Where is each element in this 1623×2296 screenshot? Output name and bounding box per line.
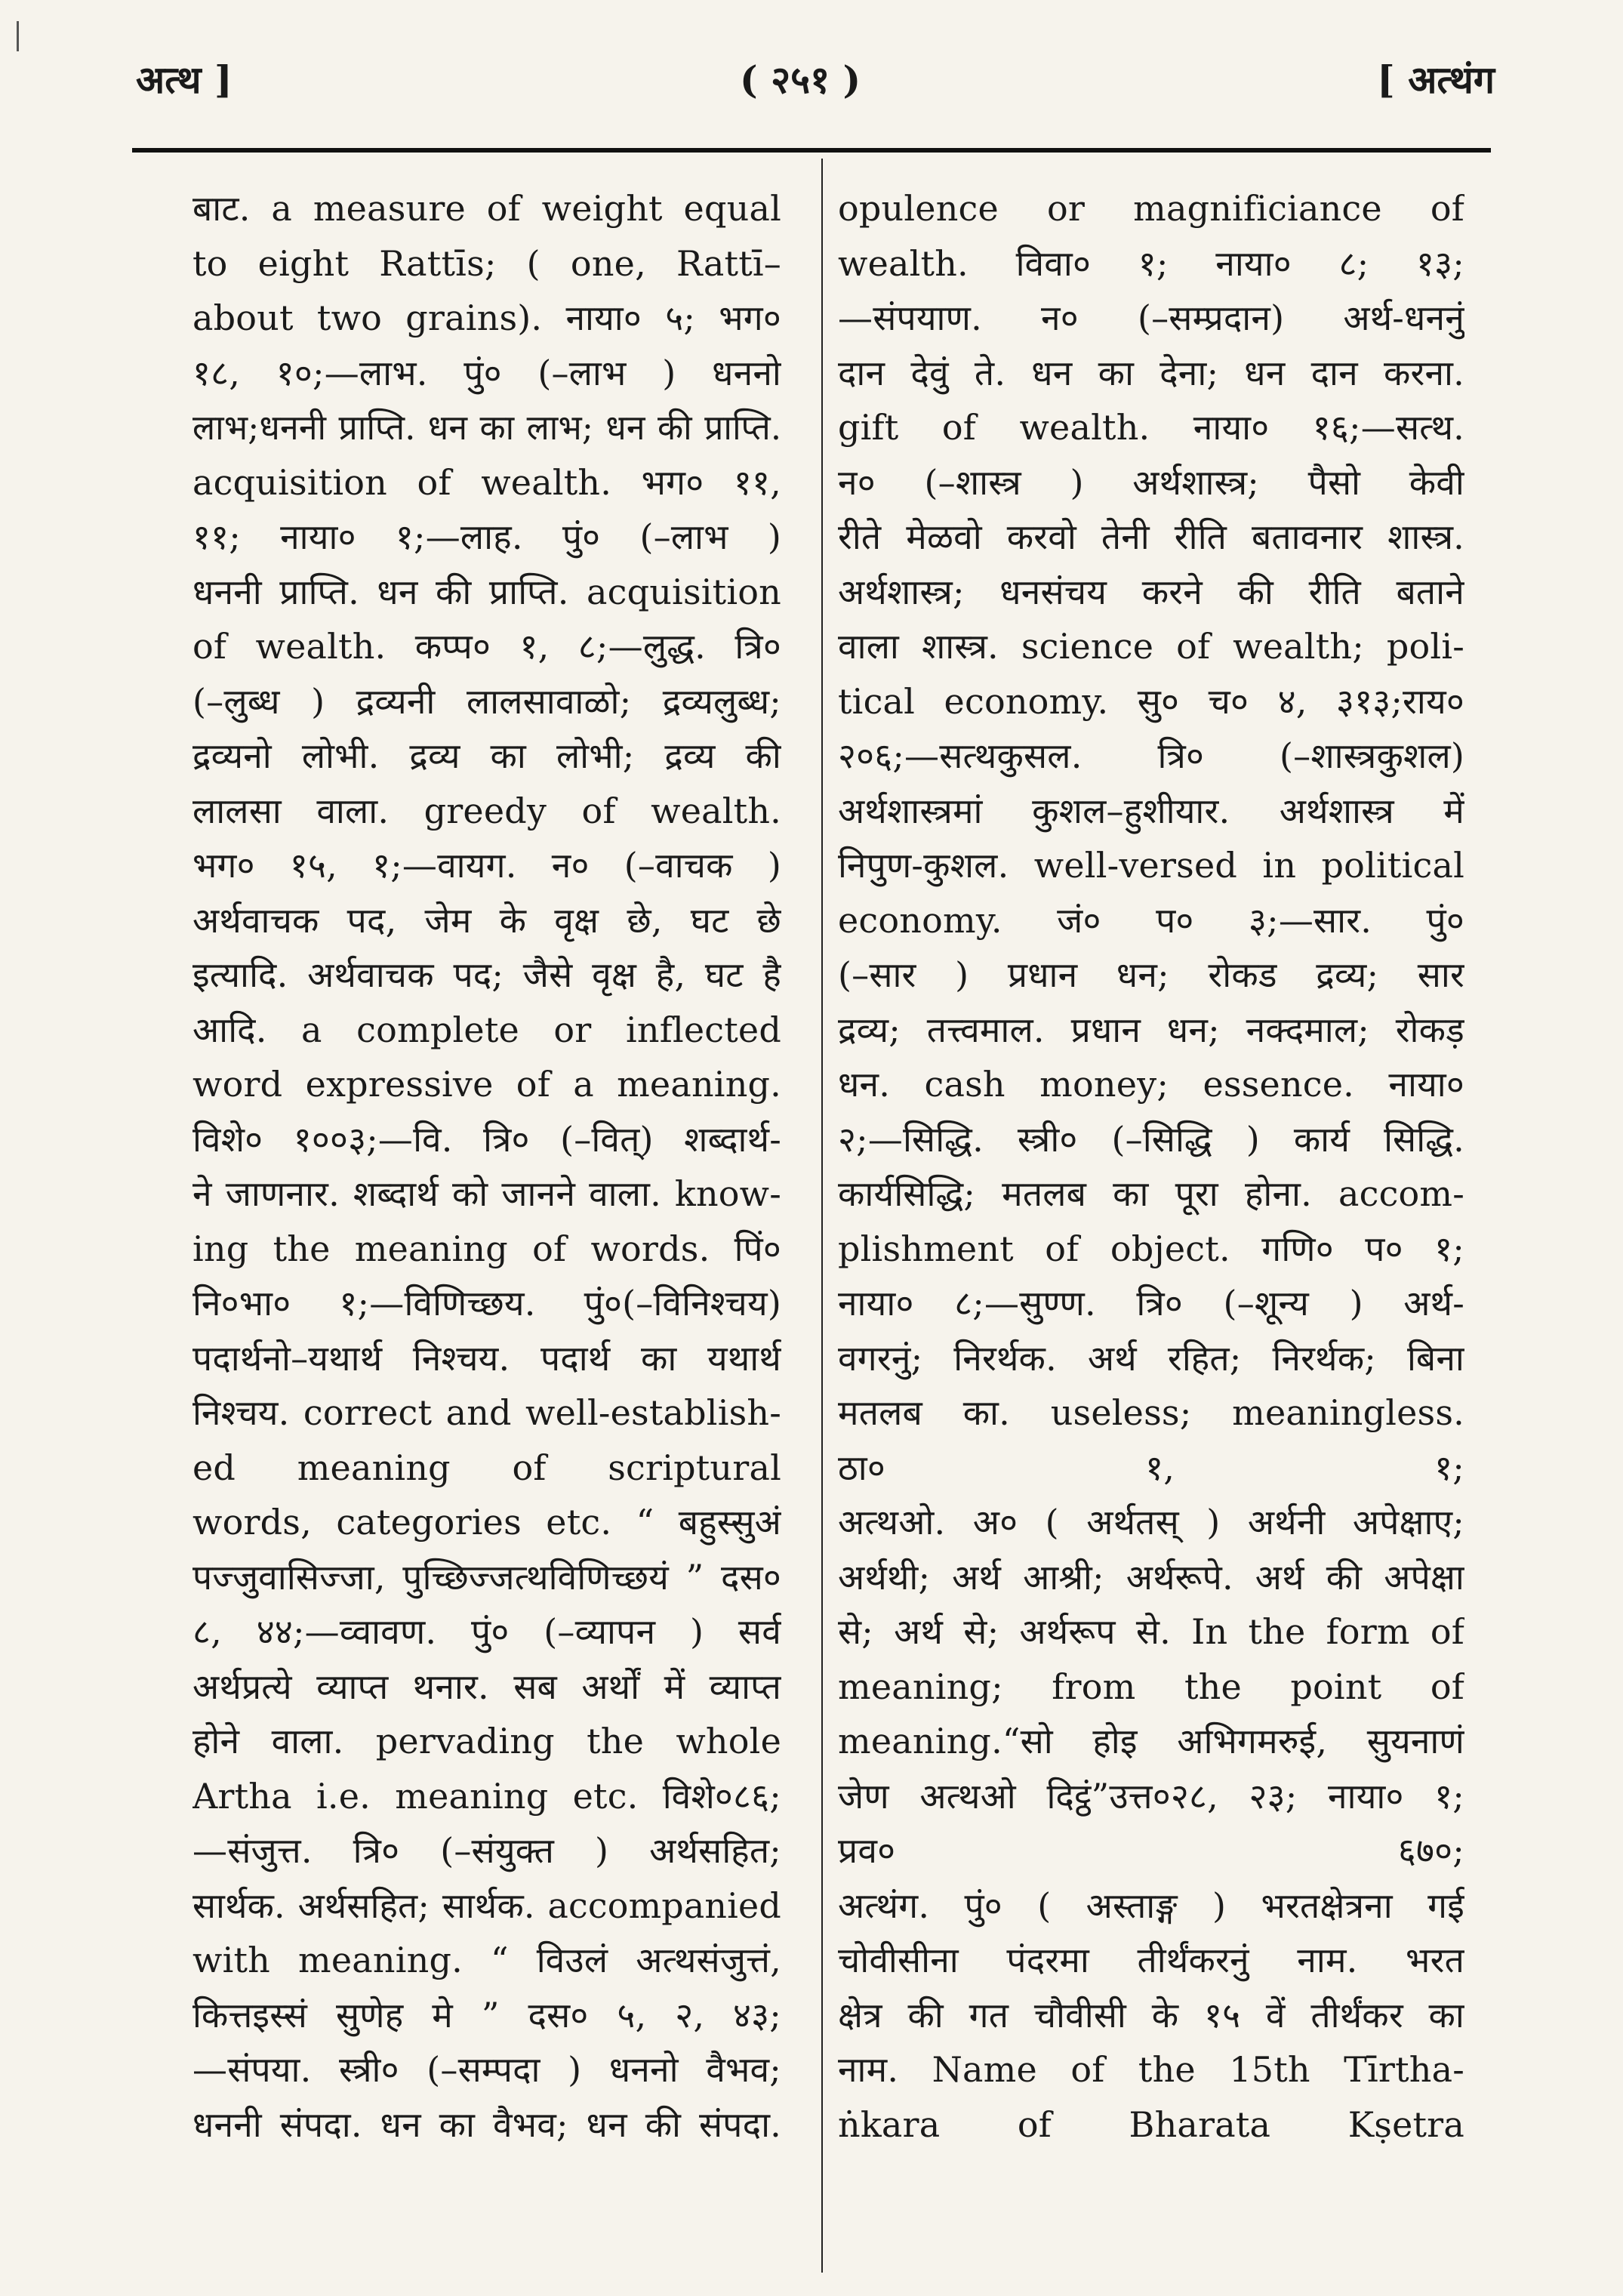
text-line: से; अर्थ से; अर्थरूप से. In the form of	[838, 1611, 1464, 1652]
text-line: (–सार ) प्रधान धन; रोकड द्रव्य; सार	[838, 954, 1464, 995]
text-line: द्रव्यनो लोभी. द्रव्य का लोभी; द्रव्य की	[192, 735, 781, 776]
text-line: नाया० ८;—सुण्ण. त्रि० (–शून्य ) अर्थ-	[838, 1283, 1464, 1324]
text-line: न० (–शास्त्र ) अर्थशास्त्र; पैसो केवी	[838, 461, 1464, 503]
text-line: —संपयाण. न० (–सम्प्रदान) अर्थ-धननुं	[838, 297, 1464, 338]
header-left-guide-word: अत्थ ]	[136, 57, 233, 102]
text-line: tical economy. सु० च० ४, ३१३;राय०	[838, 680, 1464, 722]
text-line: ठा० १, १;	[838, 1447, 1464, 1488]
text-line: वगरनुं; निरर्थक. अर्थ रहित; निरर्थक; बिना	[838, 1337, 1464, 1379]
text-line: अर्थथी; अर्थ आश्री; अर्थरूपे. अर्थ की अपेक्षा	[838, 1556, 1464, 1598]
text-line: ११; नाया० १;—लाह. पुं० (–लाभ )	[192, 516, 781, 557]
text-line: Artha i.e. meaning etc. विशे०८६;	[192, 1775, 781, 1817]
text-line: ८, ४४;—व्वावण. पुं० (–व्यापन ) सर्व	[192, 1611, 781, 1652]
text-line: इत्यादि. अर्थवाचक पद; जैसे वृक्ष है, घट है	[192, 954, 781, 995]
text-line: —संपया. स्त्री० (–सम्पदा ) धननो वैभव;	[192, 2049, 781, 2090]
text-line: wealth. विवा० १; नाया० ८; १३;	[838, 242, 1464, 284]
text-line: ed meaning of scriptural	[192, 1447, 781, 1488]
text-line: नि०भा० १;—विणिच्छय. पुं०(–विनिश्चय)	[192, 1283, 781, 1324]
text-line: meaning; from the point of	[838, 1666, 1464, 1707]
text-line: रीते मेळवो करवो तेनी रीति बतावनार शास्त्र.	[838, 516, 1464, 557]
text-line: धन. cash money; essence. नाया०	[838, 1064, 1464, 1105]
text-line: अर्थशास्त्र; धनसंचय करने की रीति बताने	[838, 571, 1464, 612]
text-line: दान देवुं ते. धन का देना; धन दान करना.	[838, 352, 1464, 393]
text-line: (–लुब्ध ) द्रव्यनी लालसावाळो; द्रव्यलुब्ध;	[192, 680, 781, 722]
text-line: acquisition of wealth. भग० ११,	[192, 461, 781, 503]
text-line: अर्थवाचक पद, जेम के वृक्ष छे, घट छे	[192, 899, 781, 941]
text-line: ने जाणनार. शब्दार्थ को जानने वाला. know-	[192, 1173, 781, 1214]
text-line: सार्थक. अर्थसहित; सार्थक. accompanied	[192, 1885, 781, 1926]
text-line: आदि. a complete or inflected	[192, 1009, 781, 1050]
text-line: विशे० १००३;—वि. त्रि० (–वित्) शब्दार्थ-	[192, 1118, 781, 1160]
text-line: भग० १५, १;—वायग. न० (–वाचक )	[192, 845, 781, 886]
text-line: बाट. a measure of weight equal	[192, 188, 781, 229]
text-line: २०६;—सत्थकुसल. त्रि० (–शास्त्रकुशल)	[838, 735, 1464, 776]
text-line: to eight Rattīs; ( one, Rattī–	[192, 242, 781, 284]
text-line: ṅkara of Bharata Kṣetra	[838, 2103, 1464, 2145]
text-line: मतलब का. useless; meaningless.	[838, 1392, 1464, 1433]
text-line: words, categories etc. “ बहुस्सुअं	[192, 1502, 781, 1542]
text-line: plishment of object. गणि० प० १;	[838, 1228, 1464, 1269]
text-line: नाम. Name of the 15th Tīrtha-	[838, 2049, 1464, 2090]
text-line: —संजुत्त. त्रि० (–संयुक्त ) अर्थसहित;	[192, 1830, 781, 1871]
text-line: अत्थंग. पुं० ( अस्ताङ्ग ) भरतक्षेत्रना गई	[838, 1885, 1464, 1926]
text-line: अर्थशास्त्रमां कुशल–हुशीयार. अर्थशास्त्र में	[838, 790, 1464, 831]
text-line: कार्यसिद्धि; मतलब का पूरा होना. accom-	[838, 1173, 1464, 1214]
text-line: gift of wealth. नाया० १६;—सत्थ.	[838, 407, 1464, 448]
text-line: होने वाला. pervading the whole	[192, 1721, 781, 1761]
text-line: लाभ;धननी प्राप्ति. धन का लाभ; धन की प्राप्ति.	[192, 407, 782, 448]
text-line: वाला शास्त्र. science of wealth; poli-	[838, 626, 1464, 667]
text-line: meaning.“सो होइ अभिगमरुई, सुयनाणं	[838, 1721, 1464, 1761]
text-line: word expressive of a meaning.	[192, 1064, 781, 1105]
text-line: opulence or magnificiance of	[838, 188, 1464, 229]
text-line: द्रव्य; तत्त्वमाल. प्रधान धन; नक्दमाल; रोकड़	[838, 1009, 1464, 1050]
text-line: निश्चय. correct and well-establish-	[192, 1392, 781, 1433]
text-line: लालसा वाला. greedy of wealth.	[192, 790, 781, 831]
right-column	[838, 181, 1464, 2152]
text-line: जेण अत्थओ दिट्ठं”उत्त०२८, २३; नाया० १;	[838, 1775, 1464, 1817]
header-right-guide-word: [ अत्थंग	[1377, 57, 1495, 102]
text-line: धननी प्राप्ति. धन की प्राप्ति. acquisition	[192, 571, 781, 612]
text-line: of wealth. कप्प० १, ८;—लुद्ध. त्रि०	[192, 626, 781, 667]
text-line: कित्तइस्सं सुणेह मे ” दस० ५, २, ४३;	[192, 1994, 781, 2036]
text-line: चोवीसीना पंदरमा तीर्थंकरनुं नाम. भरत	[838, 1940, 1464, 1980]
text-line: १८, १०;—लाभ. पुं० (–लाभ ) धननो	[192, 352, 781, 393]
left-column	[192, 181, 781, 2152]
text-line: पदार्थनो–यथार्थ निश्चय. पदार्थ का यथार्थ	[192, 1337, 781, 1379]
text-line: with meaning. “ विउलं अत्थसंजुत्तं,	[192, 1940, 781, 1980]
margin-mark	[17, 21, 19, 51]
text-line: ing the meaning of words. पिं०	[192, 1228, 781, 1269]
page-number: ( २५१ )	[740, 57, 861, 102]
text-line: अर्थप्रत्ये व्याप्त थनार. सब अर्थों में व्याप्त	[192, 1666, 781, 1707]
text-line: प्रव० ६७०;	[838, 1830, 1464, 1871]
text-line: economy. जं० प० ३;—सार. पुं०	[838, 899, 1464, 941]
text-line: धननी संपदा. धन का वैभव; धन की संपदा.	[192, 2103, 781, 2145]
header-rule	[132, 148, 1491, 153]
column-divider	[821, 159, 823, 2273]
text-line: निपुण-कुशल. well-versed in political	[838, 845, 1464, 886]
text-line: क्षेत्र की गत चौवीसी के १५ वें तीर्थंकर का	[838, 1994, 1464, 2036]
text-line: २;—सिद्धि. स्त्री० (–सिद्धि ) कार्य सिद्धि.	[838, 1118, 1464, 1160]
text-line: पज्जुवासिज्जा, पुच्छिज्जत्थविणिच्छयं ” दस०	[192, 1556, 781, 1598]
text-line: अत्थओ. अ० ( अर्थतस् ) अर्थनी अपेक्षाए;	[838, 1502, 1464, 1542]
page-header	[136, 53, 1510, 113]
text-line: about two grains). नाया० ५; भग०	[192, 297, 781, 338]
